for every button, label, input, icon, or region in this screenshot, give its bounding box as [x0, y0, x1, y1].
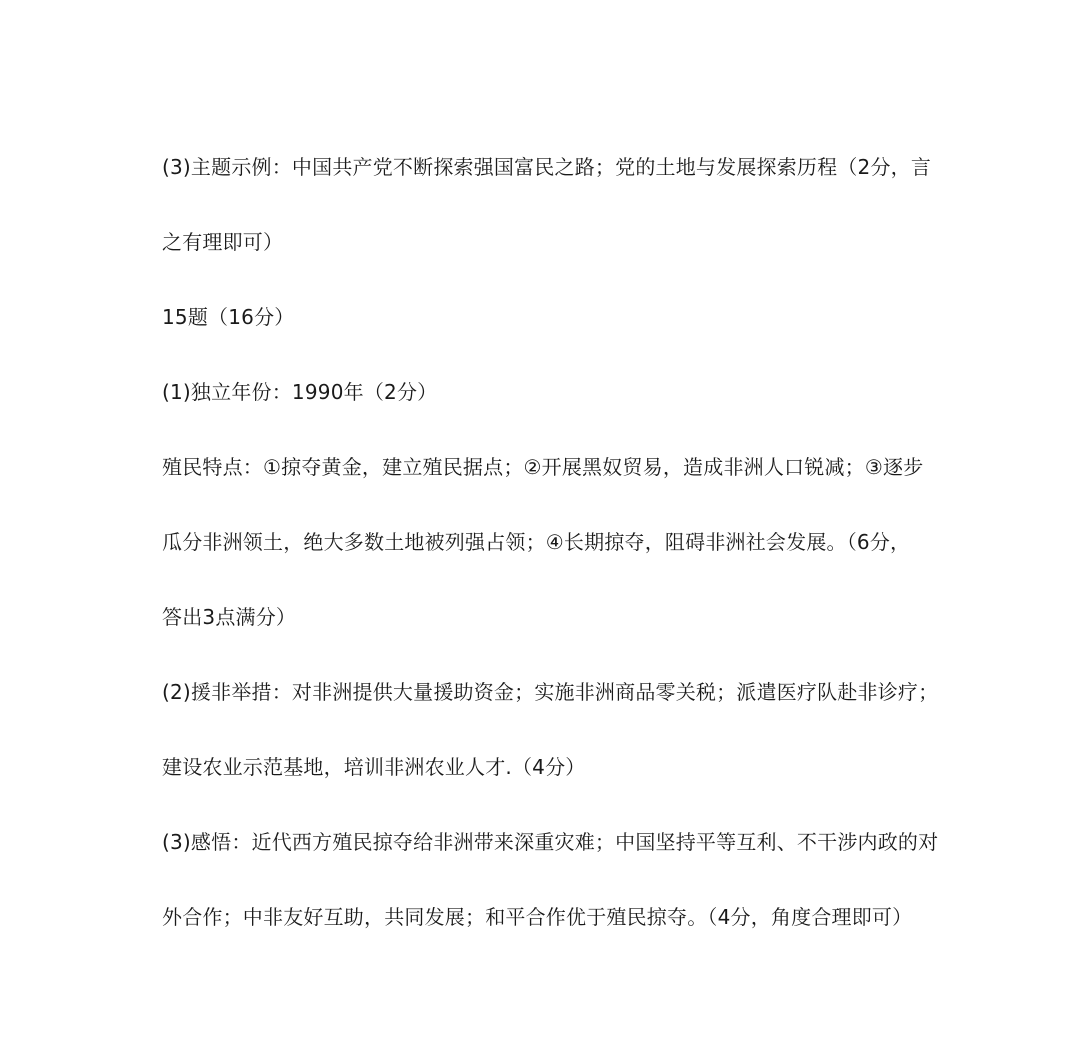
paragraph-reflection [162, 823, 939, 936]
text-line: 15题（16分） [162, 305, 295, 329]
text-line: (3)感悟：近代西方殖民掠夺给非洲带来深重灾难；中国坚持平等互利、不干涉内政的对 [162, 830, 939, 854]
text-line: 答出3点满分） [162, 605, 297, 629]
paragraph-independence-year [162, 373, 932, 411]
paragraph-aid-measures [162, 673, 939, 786]
text-line: 之有理即可） [162, 230, 284, 254]
paragraph-colonial-features [162, 448, 932, 636]
text-line: (3)主题示例：中国共产党不断探索强国富民之路；党的土地与发展探索历程（2分，言 [162, 155, 932, 179]
text-line: (1)独立年份：1990年（2分） [162, 380, 438, 404]
text-line: (2)援非举措：对非洲提供大量援助资金；实施非洲商品零关税；派遣医疗队赴非诊疗； [162, 680, 939, 704]
text-line: 建设农业示范基地，培训非洲农业人才.（4分） [162, 755, 586, 779]
text-line: 殖民特点：①掠夺黄金，建立殖民据点；②开展黑奴贸易，造成非洲人口锐减；③逐步 [162, 455, 924, 479]
answer-key-text [162, 148, 939, 973]
text-line: 瓜分非洲领土，绝大多数土地被列强占领；④长期掠夺，阻碍非洲社会发展。（6分， [162, 530, 911, 554]
question-15-heading [162, 298, 932, 336]
paragraph-theme-example [162, 148, 932, 261]
text-line: 外合作；中非友好互助，共同发展；和平合作优于殖民掠夺。（4分，角度合理即可） [162, 905, 913, 929]
